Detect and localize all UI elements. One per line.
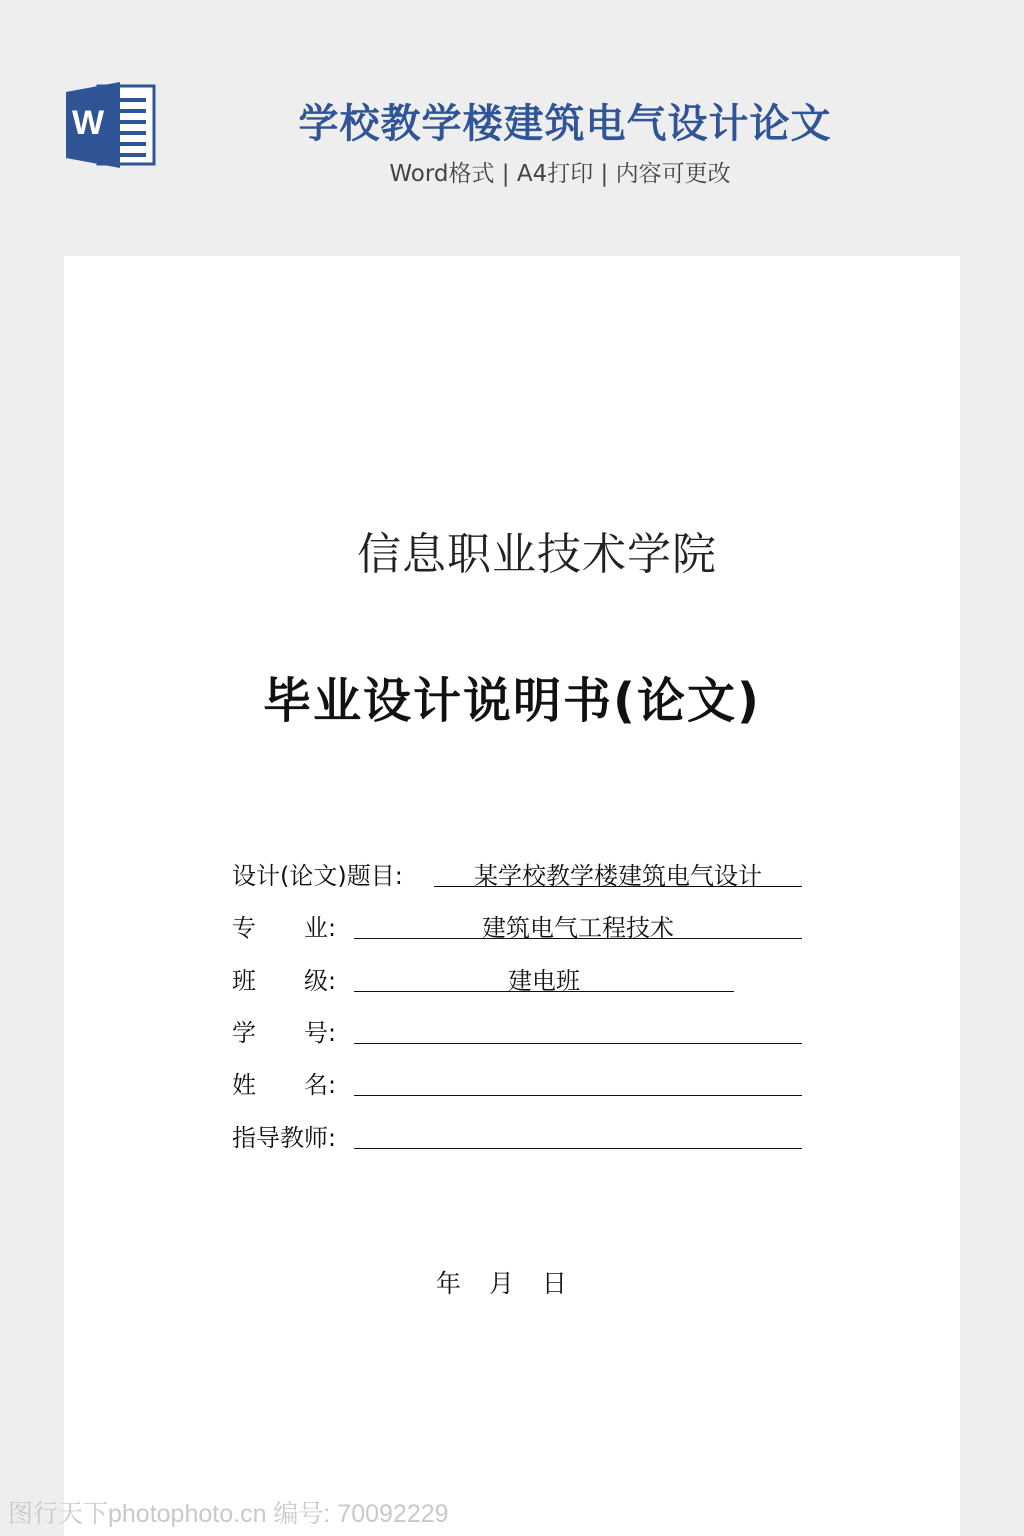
class-field[interactable]: 建电班 <box>354 961 734 992</box>
advisor-label: 指导教师: <box>232 1124 337 1152</box>
topic-label: 设计(论文)题目: <box>232 862 403 890</box>
date-line: 年 月 日 <box>436 1269 567 1298</box>
school-name: 信息职业技术学院 <box>357 529 717 580</box>
major-label: 专 业: <box>232 914 337 942</box>
name-label: 姓 名: <box>232 1071 337 1099</box>
word-document-icon <box>64 82 156 168</box>
word-letter: W <box>72 104 105 142</box>
watermark: 图行天下photophoto.cn 编号: 70092229 <box>8 1500 449 1528</box>
topic-field[interactable]: 某学校教学楼建筑电气设计 <box>434 856 802 887</box>
student-id-label: 学 号: <box>232 1019 337 1047</box>
student-id-field[interactable] <box>354 1013 802 1044</box>
document-title: 毕业设计说明书(论文) <box>263 673 761 729</box>
class-label: 班 级: <box>232 967 337 995</box>
document-page <box>64 256 960 1536</box>
major-field[interactable]: 建筑电气工程技术 <box>354 908 802 939</box>
page-subtitle: Word格式 | A4打印 | 内容可更改 <box>389 161 731 187</box>
advisor-field[interactable] <box>354 1118 802 1149</box>
name-field[interactable] <box>354 1065 802 1096</box>
page-title: 学校教学楼建筑电气设计论文 <box>298 101 832 147</box>
